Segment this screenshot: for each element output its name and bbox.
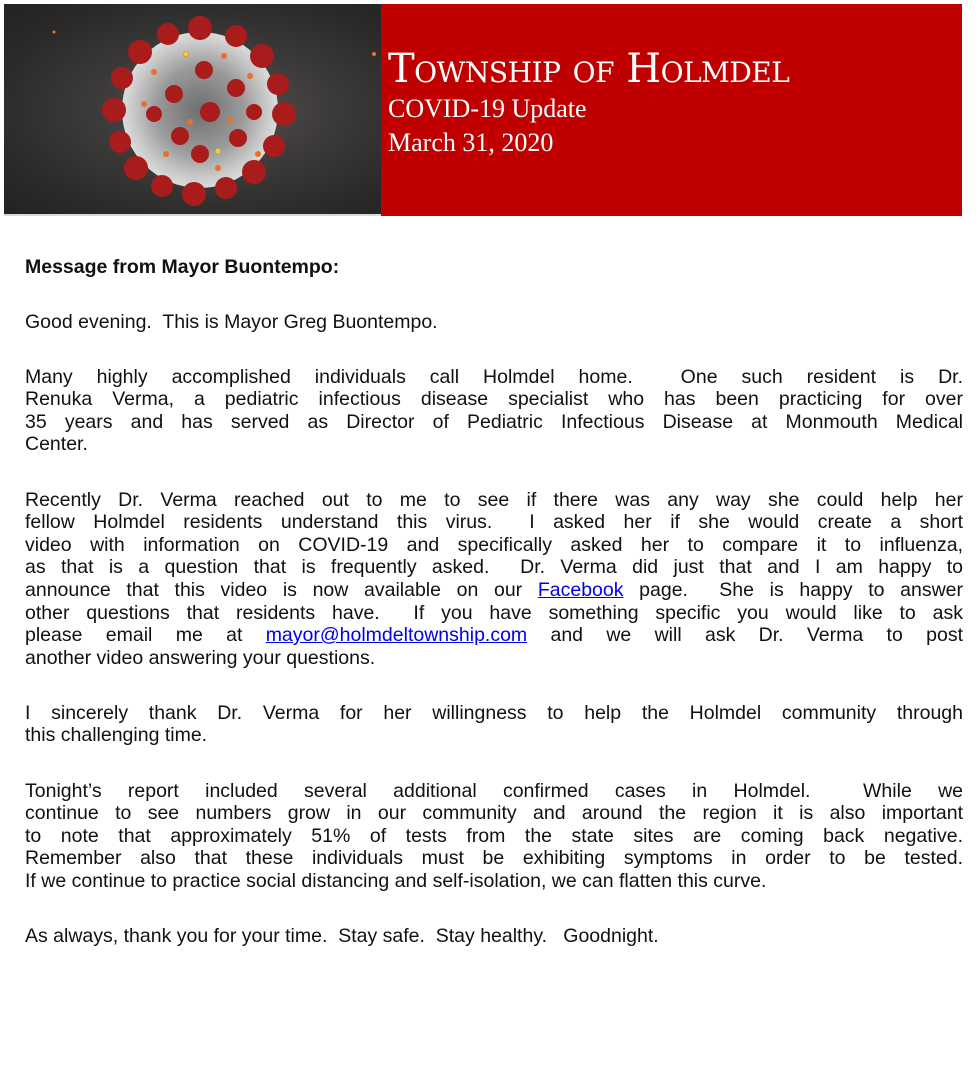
text-line: Good evening. This is Mayor Greg Buontempo. bbox=[25, 310, 438, 333]
text-segment: page. She is happy to answer bbox=[623, 578, 963, 601]
township-title: Township of Holmdel bbox=[388, 46, 790, 92]
text-line: Renuka Verma, a pediatric infectious disease specialist who has been practicing for over bbox=[25, 388, 963, 411]
header-banner bbox=[4, 4, 962, 216]
text-segment: please email me at bbox=[25, 624, 266, 647]
text-line: Recently Dr. Verma reached out to me to see if there was any way she could help her bbox=[25, 488, 963, 511]
coronavirus-image bbox=[4, 4, 381, 216]
text-line: as that is a question that is frequently asked. Dr. Verma did just that and I am happy to bbox=[25, 556, 963, 579]
update-subtitle: COVID-19 Update bbox=[388, 94, 587, 123]
greeting-paragraph bbox=[25, 311, 963, 334]
text-segment: and we will ask Dr. Verma to post bbox=[527, 624, 963, 647]
text-line: fellow Holmdel residents understand this virus. I asked her if she would create a short bbox=[25, 511, 963, 534]
text-line: 35 years and has served as Director of Pediatric Infectious Disease at Monmouth Medical bbox=[25, 410, 963, 433]
text-line: Many highly accomplished individuals call Holmdel home. One such resident is Dr. bbox=[25, 365, 963, 388]
email-link[interactable]: mayor@holmdeltownship.com bbox=[265, 624, 528, 647]
update-date: March 31, 2020 bbox=[388, 128, 554, 157]
virus-illustration-icon bbox=[4, 4, 381, 216]
text-line: other questions that residents have. If you have something specific you would like to ask bbox=[25, 601, 963, 624]
text-line: continue to see numbers grow in our community and around the region it is also important bbox=[25, 802, 963, 825]
text-line: this challenging time. bbox=[25, 724, 208, 747]
text-line: to note that approximately 51% of tests from the state sites are coming back negative. bbox=[25, 824, 963, 847]
banner-text bbox=[388, 46, 789, 160]
message-heading: Message from Mayor Buontempo: bbox=[25, 256, 340, 278]
thanks-paragraph bbox=[25, 702, 963, 747]
text-segment: announce that this video is now available on our bbox=[25, 578, 538, 601]
text-line: another video answering your questions. bbox=[25, 646, 376, 669]
message-body bbox=[25, 256, 963, 980]
facebook-link[interactable]: Facebook bbox=[537, 578, 624, 601]
text-line-with-link bbox=[25, 624, 963, 647]
resident-paragraph bbox=[25, 366, 963, 456]
text-line: As always, thank you for your time. Stay safe. Stay healthy. Goodnight. bbox=[25, 924, 659, 947]
text-line: video with information on COVID-19 and specifically asked her to compare it to influenza, bbox=[25, 533, 963, 556]
report-paragraph bbox=[25, 780, 963, 893]
text-line: Center. bbox=[25, 433, 88, 456]
text-line: I sincerely thank Dr. Verma for her willingness to help the Holmdel community through bbox=[25, 701, 963, 724]
image-bottom-edge bbox=[4, 214, 381, 216]
text-line: Remember also that these individuals must be exhibiting symptoms in order to be tested. bbox=[25, 847, 963, 870]
video-paragraph bbox=[25, 489, 963, 670]
text-line-with-link bbox=[25, 579, 963, 602]
closing-paragraph bbox=[25, 925, 963, 948]
text-line: Tonight’s report included several additional confirmed cases in Holmdel. While we bbox=[25, 779, 963, 802]
text-line: If we continue to practice social distancing and self-isolation, we can flatten this curve. bbox=[25, 869, 767, 892]
